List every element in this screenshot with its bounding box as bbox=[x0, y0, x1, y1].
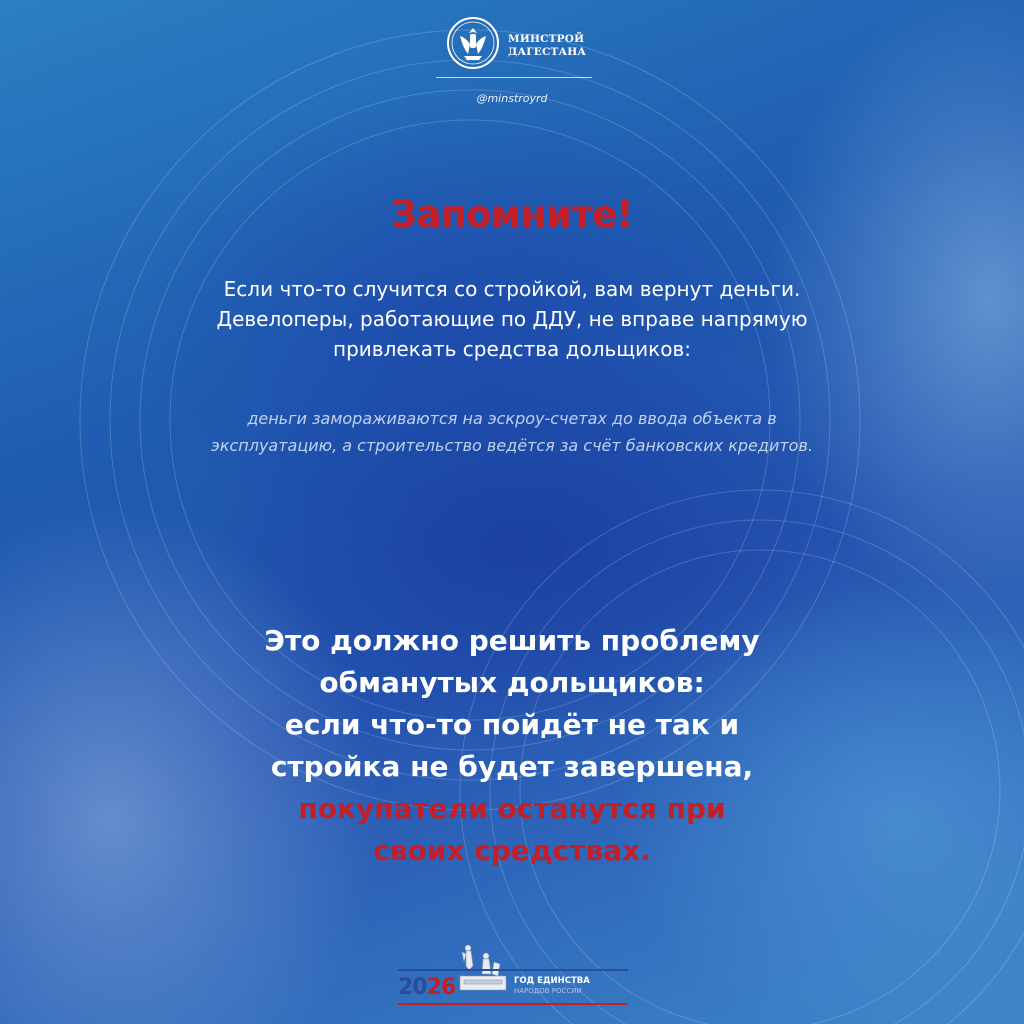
year-accent: 26 bbox=[426, 975, 456, 1000]
footer-sublabel: НАРОДОВ РОССИИ bbox=[514, 987, 582, 995]
social-handle: @minstroyrd bbox=[476, 92, 548, 105]
conclusion-line: Это должно решить проблему bbox=[264, 624, 760, 657]
year-label bbox=[398, 975, 455, 1000]
brand-name: МИНСТРОЙ ДАГЕСТАНА bbox=[508, 33, 587, 58]
note-line: эксплуатацию, а строительство ведётся за счёт банковских кредитов. bbox=[211, 436, 813, 455]
note-line: деньги замораживаются на эскроу-счетах до ввода объекта в bbox=[247, 409, 777, 428]
escrow-note bbox=[62, 405, 962, 459]
conclusion-line: если что-то пойдёт не так и bbox=[284, 708, 740, 741]
conclusion-line: обманутых дольщиков: bbox=[319, 666, 705, 699]
dagestan-coat-of-arms-icon bbox=[446, 16, 500, 70]
lead-line: Девелоперы, работающие по ДДУ, не вправе напрямую bbox=[216, 307, 808, 331]
conclusion-accent-line: своих средствах. bbox=[373, 834, 651, 867]
header bbox=[0, 0, 1024, 120]
conclusion-block bbox=[162, 620, 862, 872]
conclusion-accent-line: покупатели останутся при bbox=[298, 792, 726, 825]
lead-line: Если что-то случится со стройкой, вам вернут деньги. bbox=[223, 277, 801, 301]
page-title: Запомните! bbox=[390, 193, 634, 236]
flag-stripe-blue bbox=[398, 969, 628, 971]
lead-line: привлекать средства дольщиков: bbox=[333, 337, 691, 361]
header-divider bbox=[436, 77, 592, 78]
conclusion-line: стройка не будет завершена, bbox=[270, 750, 754, 783]
lead-paragraph bbox=[112, 274, 912, 364]
footer-logo bbox=[396, 940, 632, 1008]
footer-label: ГОД ЕДИНСТВА bbox=[514, 976, 590, 986]
flag-stripe-red bbox=[398, 1003, 628, 1005]
year-prefix: 20 bbox=[398, 975, 427, 1000]
